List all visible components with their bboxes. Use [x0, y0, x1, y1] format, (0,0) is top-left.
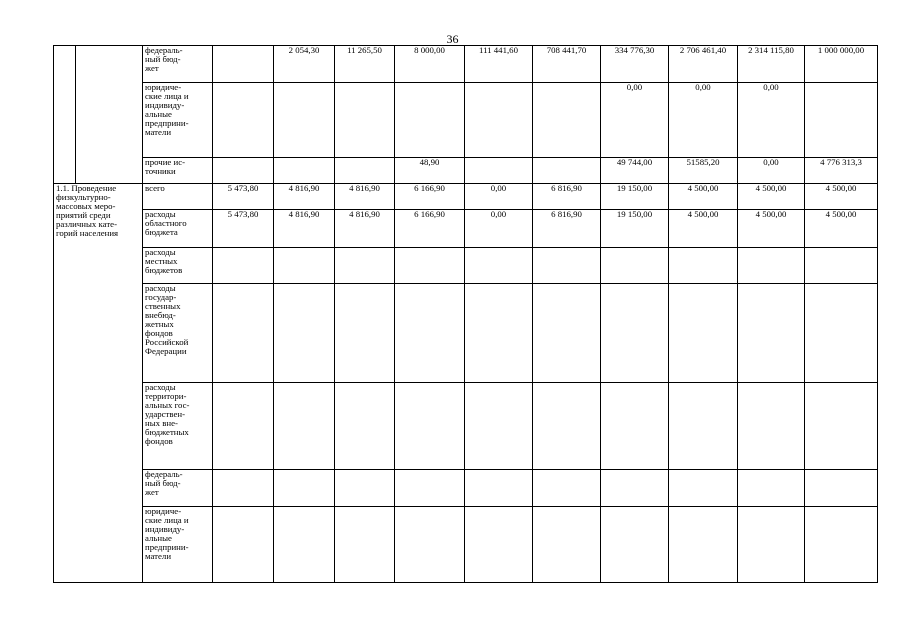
funding-source-cell: федераль- ный бюд- жет: [143, 46, 213, 83]
value-cell: 19 150,00: [601, 184, 669, 210]
value-cell: [274, 158, 335, 184]
value-cell: 2 054,30: [274, 46, 335, 83]
value-cell: 111 441,60: [465, 46, 533, 83]
value-cell: 2 314 115,80: [738, 46, 805, 83]
value-cell: [533, 248, 601, 284]
value-cell: 4 816,90: [335, 210, 395, 248]
funding-source-cell: расходы государ- ственных внебюд- жетных фондов Российской Федерации: [143, 284, 213, 383]
value-cell: [601, 507, 669, 583]
value-cell: 4 500,00: [669, 184, 738, 210]
value-cell: [395, 284, 465, 383]
value-cell: 0,00: [738, 83, 805, 158]
value-cell: 4 500,00: [805, 210, 878, 248]
value-cell: [395, 383, 465, 470]
value-cell: [213, 383, 274, 470]
value-cell: 49 744,00: [601, 158, 669, 184]
value-cell: 4 500,00: [805, 184, 878, 210]
value-cell: [274, 470, 335, 507]
value-cell: [805, 248, 878, 284]
value-cell: [465, 383, 533, 470]
value-cell: [601, 383, 669, 470]
value-cell: [738, 284, 805, 383]
table-row: [54, 470, 878, 507]
value-cell: [274, 383, 335, 470]
empty-title-cell: [76, 46, 143, 184]
value-cell: [533, 507, 601, 583]
empty-index-cell: [54, 46, 76, 184]
value-cell: [533, 470, 601, 507]
table-row: [54, 383, 878, 470]
funding-source-cell: федераль- ный бюд- жет: [143, 470, 213, 507]
value-cell: 0,00: [601, 83, 669, 158]
value-cell: [669, 470, 738, 507]
value-cell: [335, 83, 395, 158]
value-cell: [738, 248, 805, 284]
value-cell: 0,00: [738, 158, 805, 184]
value-cell: [395, 83, 465, 158]
table-row: [54, 158, 878, 184]
value-cell: [274, 507, 335, 583]
value-cell: 4 816,90: [335, 184, 395, 210]
value-cell: [669, 284, 738, 383]
value-cell: [805, 470, 878, 507]
funding-source-cell: расходы территори- альных гос- ударствен- ных вне- бюджетных фондов: [143, 383, 213, 470]
value-cell: 8 000,00: [395, 46, 465, 83]
value-cell: [601, 284, 669, 383]
value-cell: 6 166,90: [395, 210, 465, 248]
value-cell: [738, 383, 805, 470]
value-cell: [465, 507, 533, 583]
value-cell: [395, 507, 465, 583]
value-cell: [805, 507, 878, 583]
value-cell: 1 000 000,00: [805, 46, 878, 83]
value-cell: [213, 83, 274, 158]
funding-source-cell: всего: [143, 184, 213, 210]
table-row: [54, 248, 878, 284]
value-cell: 0,00: [465, 184, 533, 210]
value-cell: [738, 470, 805, 507]
table-row: [54, 184, 878, 210]
value-cell: [335, 248, 395, 284]
value-cell: [669, 248, 738, 284]
value-cell: [213, 248, 274, 284]
value-cell: 4 776 313,3: [805, 158, 878, 184]
value-cell: 2 706 461,40: [669, 46, 738, 83]
funding-source-cell: расходы областного бюджета: [143, 210, 213, 248]
funding-source-cell: расходы местных бюджетов: [143, 248, 213, 284]
value-cell: 4 816,90: [274, 184, 335, 210]
value-cell: [213, 46, 274, 83]
value-cell: [738, 507, 805, 583]
table-row: [54, 210, 878, 248]
value-cell: [465, 470, 533, 507]
value-cell: [465, 284, 533, 383]
value-cell: 4 500,00: [738, 184, 805, 210]
value-cell: 334 776,30: [601, 46, 669, 83]
table-row: [54, 284, 878, 383]
value-cell: [395, 470, 465, 507]
funding-source-cell: юридиче- ские лица и индивиду- альные предприни- матели: [143, 507, 213, 583]
value-cell: [533, 284, 601, 383]
value-cell: 708 441,70: [533, 46, 601, 83]
table-row: [54, 507, 878, 583]
value-cell: 48,90: [395, 158, 465, 184]
value-cell: 19 150,00: [601, 210, 669, 248]
table-row: [54, 46, 878, 83]
budget-table: [53, 45, 878, 583]
value-cell: [805, 383, 878, 470]
value-cell: [335, 284, 395, 383]
value-cell: [533, 383, 601, 470]
value-cell: [213, 507, 274, 583]
value-cell: [601, 248, 669, 284]
value-cell: 6 816,90: [533, 210, 601, 248]
value-cell: [805, 83, 878, 158]
activity-title-cell: 1.1. Проведение физкультурно- массовых меро- приятий среди различных кате- горий населения: [54, 184, 143, 583]
value-cell: 51585,20: [669, 158, 738, 184]
value-cell: 6 816,90: [533, 184, 601, 210]
page-number: 36: [446, 32, 459, 46]
value-cell: 5 473,80: [213, 210, 274, 248]
value-cell: [669, 507, 738, 583]
value-cell: [335, 383, 395, 470]
value-cell: [601, 470, 669, 507]
table-row: [54, 83, 878, 158]
funding-source-cell: прочие ис- точники: [143, 158, 213, 184]
value-cell: [465, 248, 533, 284]
value-cell: 0,00: [465, 210, 533, 248]
value-cell: [213, 284, 274, 383]
value-cell: 5 473,80: [213, 184, 274, 210]
value-cell: [465, 158, 533, 184]
value-cell: [395, 248, 465, 284]
value-cell: [465, 83, 533, 158]
value-cell: [213, 470, 274, 507]
value-cell: [805, 284, 878, 383]
value-cell: [533, 158, 601, 184]
value-cell: [274, 284, 335, 383]
value-cell: 4 500,00: [669, 210, 738, 248]
value-cell: [669, 383, 738, 470]
value-cell: [533, 83, 601, 158]
value-cell: [335, 470, 395, 507]
value-cell: 11 265,50: [335, 46, 395, 83]
value-cell: [213, 158, 274, 184]
value-cell: [335, 507, 395, 583]
value-cell: [274, 83, 335, 158]
value-cell: 0,00: [669, 83, 738, 158]
funding-source-cell: юридиче- ские лица и индивиду- альные предприни- матели: [143, 83, 213, 158]
value-cell: [274, 248, 335, 284]
value-cell: 4 500,00: [738, 210, 805, 248]
value-cell: [335, 158, 395, 184]
value-cell: 4 816,90: [274, 210, 335, 248]
value-cell: 6 166,90: [395, 184, 465, 210]
